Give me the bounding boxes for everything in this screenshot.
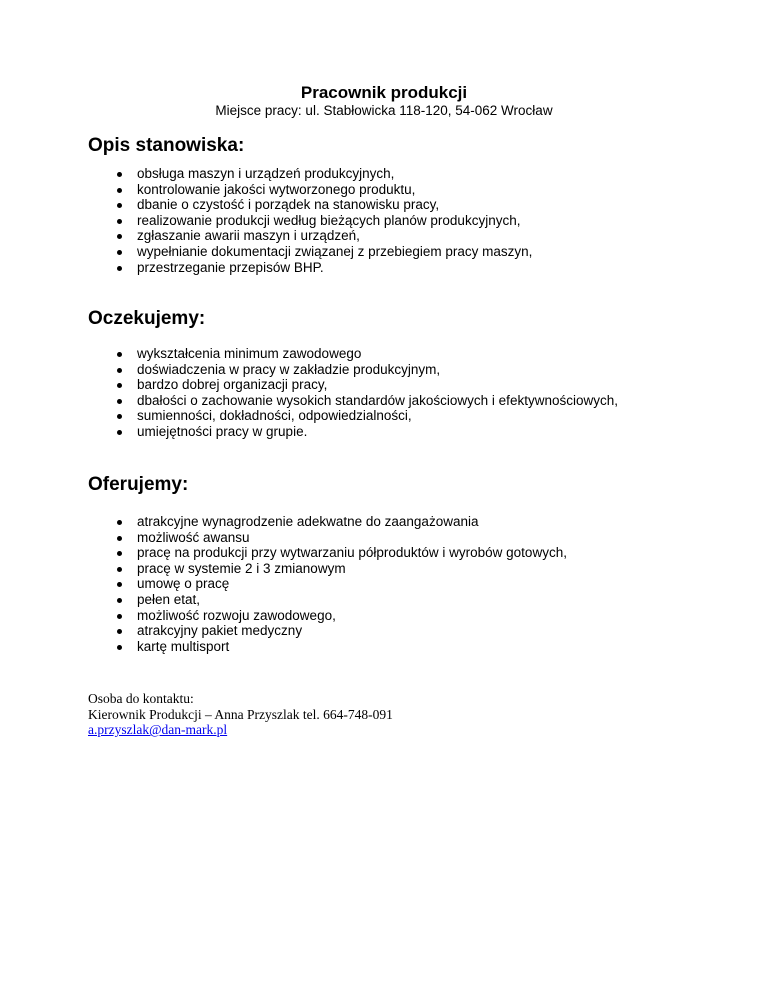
list-item	[88, 166, 532, 182]
list-item	[88, 408, 618, 424]
page-title: Pracownik produkcji	[300, 83, 468, 102]
list-item-text: przestrzeganie przepisów BHP.	[137, 259, 324, 275]
bullet-icon	[117, 399, 122, 404]
list-item	[88, 424, 618, 440]
bullet-icon	[117, 551, 122, 556]
list-item-text: umiejętności pracy w grupie.	[137, 423, 308, 439]
list-item	[88, 576, 567, 592]
bullet-icon	[117, 203, 122, 208]
list-item	[88, 244, 532, 260]
list-item	[88, 346, 618, 362]
work-location: Miejsce pracy: ul. Stabłowicka 118-120, 54-062 Wrocław	[215, 103, 553, 118]
list-item	[88, 228, 532, 244]
list-item	[88, 530, 567, 546]
list-item	[88, 545, 567, 561]
list-item	[88, 608, 567, 624]
offer-list	[88, 514, 567, 654]
contact-email-link[interactable]: a.przyszlak@dan-mark.pl	[88, 722, 228, 738]
list-item-text: wykształcenia minimum zawodowego	[137, 346, 362, 361]
bullet-icon	[117, 614, 122, 619]
contact-person: Kierownik Produkcji – Anna Przyszlak tel. 664-748-091	[88, 706, 393, 722]
list-item	[88, 561, 567, 577]
bullet-icon	[117, 582, 122, 587]
list-item-text: realizowanie produkcji według bieżących planów produkcyjnych,	[137, 212, 521, 228]
bullet-icon	[117, 567, 122, 572]
list-item	[88, 377, 618, 393]
bullet-icon	[117, 629, 122, 634]
bullet-icon	[117, 250, 122, 255]
list-item	[88, 362, 618, 378]
bullet-icon	[117, 234, 122, 239]
list-item-text: pracę na produkcji przy wytwarzaniu półproduktów i wyrobów gotowych,	[137, 545, 567, 561]
bullet-icon	[117, 352, 122, 357]
list-item	[88, 623, 567, 639]
list-item-text: umowę o pracę	[137, 576, 230, 592]
list-item-text: pracę w systemie 2 i 3 zmianowym	[137, 560, 346, 576]
duties-list	[88, 166, 532, 275]
list-item-text: możliwość awansu	[137, 529, 250, 545]
list-item	[88, 182, 532, 198]
list-item-text: sumienności, dokładności, odpowiedzialności,	[137, 408, 412, 424]
bullet-icon	[117, 520, 122, 525]
list-item-text: zgłaszanie awarii maszyn i urządzeń,	[137, 228, 360, 244]
contact-block	[88, 691, 393, 738]
section-heading-opis: Opis stanowiska:	[88, 135, 245, 156]
list-item	[88, 514, 567, 530]
bullet-icon	[117, 188, 122, 193]
list-item-text: dbałości o zachowanie wysokich standardów jakościowych i efektywnościowych,	[137, 392, 618, 408]
list-item-text: atrakcyjny pakiet medyczny	[137, 623, 303, 639]
list-item-text: dbanie o czystość i porządek na stanowisku pracy,	[137, 197, 440, 213]
list-item-text: kontrolowanie jakości wytworzonego produktu,	[137, 181, 416, 197]
list-item	[88, 592, 567, 608]
bullet-icon	[117, 430, 122, 435]
bullet-icon	[117, 383, 122, 388]
bullet-icon	[117, 598, 122, 603]
list-item-text: możliwość rozwoju zawodowego,	[137, 607, 336, 623]
list-item-text: atrakcyjne wynagrodzenie adekwatne do zaangażowania	[137, 514, 479, 529]
list-item	[88, 393, 618, 409]
section-heading-oferujemy: Oferujemy:	[88, 474, 189, 495]
section-heading-oczekujemy: Oczekujemy:	[88, 308, 206, 329]
list-item	[88, 260, 532, 276]
list-item	[88, 639, 567, 655]
bullet-icon	[117, 414, 122, 419]
bullet-icon	[117, 536, 122, 541]
list-item-text: kartę multisport	[137, 638, 230, 654]
list-item	[88, 213, 532, 229]
requirements-list	[88, 346, 618, 440]
list-item-text: bardzo dobrej organizacji pracy,	[137, 377, 328, 393]
bullet-icon	[117, 266, 122, 271]
contact-label: Osoba do kontaktu:	[88, 691, 194, 706]
bullet-icon	[117, 219, 122, 224]
list-item-text: wypełnianie dokumentacji związanej z przebiegiem pracy maszyn,	[137, 243, 533, 259]
bullet-icon	[117, 645, 122, 650]
list-item-text: obsługa maszyn i urządzeń produkcyjnych,	[137, 166, 395, 181]
bullet-icon	[117, 172, 122, 177]
list-item-text: doświadczenia w pracy w zakładzie produkcyjnym,	[137, 361, 441, 377]
list-item	[88, 197, 532, 213]
list-item-text: pełen etat,	[137, 591, 201, 607]
bullet-icon	[117, 368, 122, 373]
